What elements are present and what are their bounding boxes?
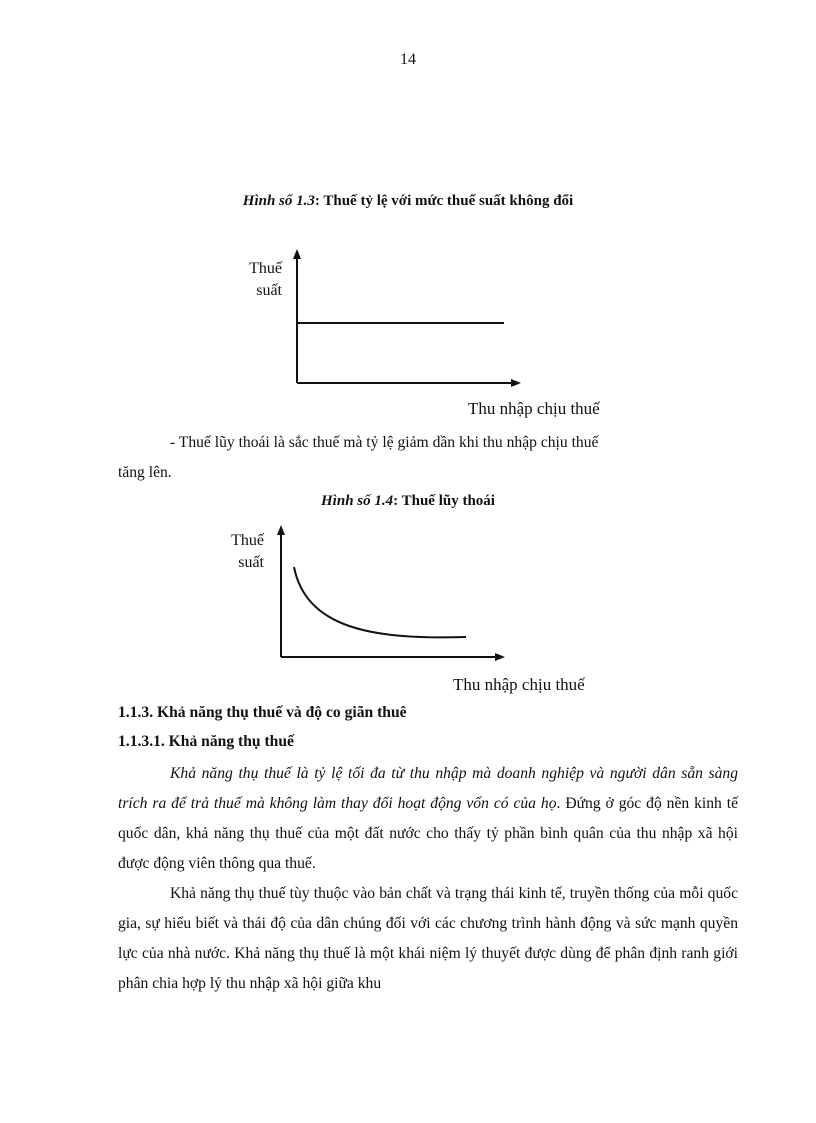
figure-1-3-title [0, 193, 816, 210]
figure-1-4-y-label-line1: Thuế [231, 532, 264, 549]
regressive-tax-line2: tăng lên. [118, 464, 172, 481]
figure-1-3-x-axis-label: Thu nhập chịu thuế [468, 399, 600, 418]
paragraph-2: Khả năng thụ thuế tùy thuộc vào bản chất và trạng thái kinh tế, truyền thống của mỗi quốc gia, sự hiểu biết và thái độ của dân chúng đối với các chương trình hành động và sức mạnh quyền lực của nhà nước. Khả năng thụ thuế là một khái niệm lý thuyết được dùng để phân định ranh giới phân chia hợp lý thu nhập xã hội giữa khu [118, 885, 738, 992]
figure-1-3-label: Hình số 1.3 [242, 193, 315, 209]
page-number: 14 [400, 51, 416, 68]
figure-1-3-y-arrow [293, 249, 301, 259]
figure-1-3-y-label-line2: suất [256, 282, 282, 299]
figure-1-4-y-arrow [277, 525, 285, 535]
figure-1-3-caption: : Thuế tỷ lệ với mức thuế suất không đổi [314, 193, 574, 209]
figure-1-4-y-label-line2: suất [238, 554, 264, 571]
figure-1-4-title [0, 493, 816, 510]
figure-1-3-x-arrow [511, 379, 521, 387]
figure-1-4-regressive-curve [294, 567, 466, 637]
paragraph-1-rest: . Đứng ở góc độ nền kinh tế quốc dân, khả năng thụ thuế của một đất nước cho thấy tỷ phần bình quân của thu nhập xã hội được động viên thông qua thuế. [118, 795, 739, 872]
regressive-tax-line1: - Thuế lũy thoái là sắc thuế mà tỷ lệ giảm dần khi thu nhập chịu thuế [170, 434, 599, 451]
section-heading: 1.1.3. Khả năng thụ thuế và độ co giãn thuê [118, 704, 407, 721]
figure-1-4-label: Hình số 1.4 [321, 493, 394, 509]
figure-1-4-caption: : Thuế lũy thoái [393, 493, 495, 509]
figure-1-3-y-axis-label [238, 258, 282, 302]
figure-1-3-y-label-line1: Thuế [249, 260, 282, 277]
subsection-heading: 1.1.3.1. Khả năng thụ thuế [118, 733, 294, 750]
figure-1-4-y-axis-label [218, 530, 264, 574]
paragraph-1 [118, 759, 738, 879]
figure-1-4-x-axis-label: Thu nhập chịu thuế [453, 675, 585, 694]
paragraph-1-definition: Khả năng thụ thuế là tỷ lệ tối đa từ thu nhập mà doanh nghiệp và người dân sẵn sàng trích ra để trả thuế mà không làm thay đổi hoạt động vốn có của họ [118, 765, 738, 812]
figure-1-4-x-arrow [495, 653, 505, 661]
